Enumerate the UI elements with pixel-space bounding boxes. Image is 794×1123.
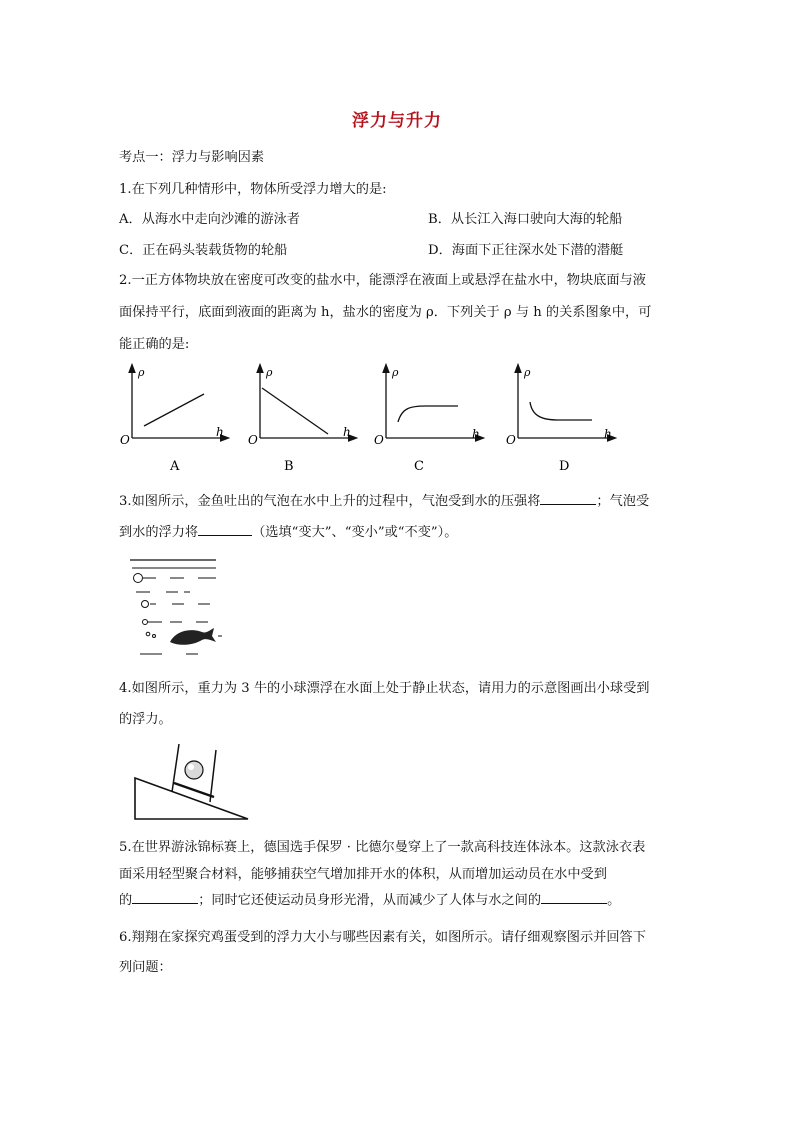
question-2-line-1: 2.一正方体物块放在密度可改变的盐水中，能漂浮在液面上或悬浮在盐水中，物块底面与液 [119,273,646,288]
graph-a-curve [144,394,204,426]
graph-d-curve [530,402,592,420]
question-5-line-1: 5.在世界游泳锦标赛上，德国选手保罗 · 比德尔曼穿上了一款高科技连体泳本。这款泳衣表 [119,840,646,855]
graph-c-axis-y: ρ [392,366,399,379]
question-1-option-c: C．正在码头装载货物的轮船 [119,243,288,258]
graph-b-axis-y: ρ [266,366,273,379]
question-5-text-c: 。 [607,893,621,908]
graph-a-origin: O [120,433,130,447]
graph-d [506,366,612,474]
answer-blank-force[interactable] [132,891,198,904]
answer-blank-pressure[interactable] [540,492,596,505]
incline-plane [135,778,248,819]
question-3-text-d: （选填“变大”、“变小”或“不变”）。 [252,525,458,540]
ball-icon [185,761,203,779]
question-3-text-c: 到水的浮力将 [119,525,199,540]
graph-b-curve [262,388,328,434]
graph-c [374,366,480,474]
question-6-line-1: 6.翔翔在家探究鸡蛋受到的浮力大小与哪些因素有关，如图所示。请仔细观察图示并回答下 [119,930,646,945]
bubble-medium [142,601,149,608]
answer-blank-friction[interactable] [541,891,607,904]
graph-d-axis-y: ρ [524,366,531,379]
graph-d-axis-x: h [604,427,612,441]
graph-c-label: C [414,459,424,474]
question-5-text-a: 的 [119,893,133,908]
goldfish-icon [170,628,216,645]
question-4-line-1: 4.如图所示，重力为 3 牛的小球漂浮在水面上处于静止状态，请用力的示意图画出小球受到 [119,681,650,696]
graph-b-origin: O [248,433,258,447]
section-heading: 考点一：浮力与影响因素 [119,150,265,165]
graph-a-axis-y: ρ [138,366,145,379]
graph-b [248,366,353,474]
goldfish-bubbles-figure [126,556,226,660]
question-1-option-a: A．从海水中走向沙滩的游泳者 [119,212,300,227]
question-2-line-2: 面保持平行，底面到液面的距离为 h，盐水的密度为 ρ．下列关于 ρ 与 h 的关系图象中，可 [119,305,652,320]
graph-c-origin: O [374,433,384,447]
question-1-option-d: D．海面下正往深水处下潜的潜艇 [428,243,624,258]
question-3-text-b: ；气泡受 [596,494,650,509]
question-5-line-2: 面采用轻型聚合材料，能够捕获空气增加排开水的体积，从而增加运动员在水中受到 [119,867,607,882]
graph-c-curve [398,406,458,422]
question-2-line-3: 能正确的是: [119,337,190,352]
question-4-line-2: 的浮力。 [119,712,172,727]
question-3-line-2 [119,521,457,540]
question-6-line-2: 列问题： [119,960,172,975]
page-title: 浮力与升力 [352,111,442,131]
question-5-line-3 [119,889,620,908]
answer-blank-buoyancy[interactable] [198,523,252,536]
question-1-stem: 1.在下列几种情形中，物体所受浮力增大的是: [119,182,387,197]
graph-c-axis-x: h [472,427,480,441]
question-1-option-b: B．从长江入海口驶向大海的轮船 [428,212,623,227]
question-3-text-a: 3.如图所示，金鱼吐出的气泡在水中上升的过程中，气泡受到水的压强将 [119,494,541,509]
question-2-graphs [110,362,630,474]
graph-a-label: A [170,459,180,474]
graph-b-axis-x: h [343,425,351,439]
graph-a-axis-x: h [216,425,224,439]
bubble-small [143,620,148,625]
graph-d-origin: O [506,433,516,447]
graph-a [120,366,225,474]
question-3-line-1 [119,490,649,509]
question-5-text-b: ；同时它还使运动员身形光滑，从而减少了人体与水之间的 [198,893,542,908]
graph-b-label: B [284,459,294,474]
incline-ball-figure [132,742,252,822]
graph-d-label: D [559,459,570,474]
bubble-large [134,574,143,583]
